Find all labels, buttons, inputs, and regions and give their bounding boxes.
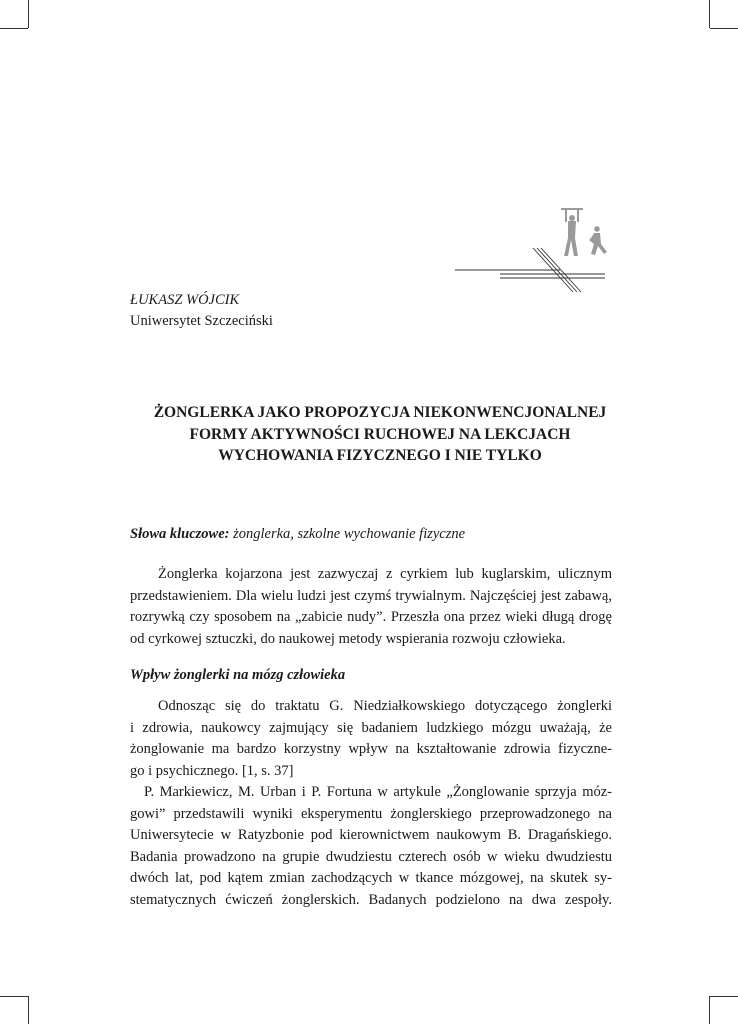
title-line: WYCHOWANIA FIZYCZNEGO I NIE TYLKO — [218, 447, 542, 464]
crop-mark — [709, 996, 710, 1024]
horizontal-rules — [455, 270, 605, 278]
text-line: P. Markiewicz, M. Urban i P. Fortuna w artykule „Żonglowanie sprzyja móz- — [144, 784, 612, 800]
text-line: stematycznych ćwiczeń żonglerskich. Badanych podzielono na dwa zespoły. — [130, 891, 612, 908]
paragraph-intro — [130, 564, 612, 650]
text-line: Odnosząc się do traktatu G. Niedziałkowskiego dotyczącego żonglerki — [158, 698, 612, 714]
text-line: Żonglerka kojarzona jest zazwyczaj z cyrkiem lub kuglarskim, ulicznym — [158, 566, 612, 582]
gymnast-figure-icon — [561, 208, 583, 256]
crop-mark — [28, 0, 29, 28]
crop-mark — [0, 28, 28, 29]
article-title — [100, 402, 660, 467]
text-line: Uniwersytecie w Ratyzbonie pod kierownictwem naukowym B. Dragańskiego. — [130, 827, 612, 843]
text-line: od cyrkowej sztuczki, do naukowej metody wspierania rozwoju człowieka. — [130, 630, 566, 647]
keywords-label: Słowa kluczowe: — [130, 526, 230, 542]
title-line: ŻONGLERKA JAKO PROPOZYCJA NIEKONWENCJONALNEJ — [153, 404, 607, 421]
crop-mark — [28, 996, 29, 1024]
runner-figure-icon — [589, 226, 607, 255]
text-line: go i psychicznego. [1, s. 37] — [130, 762, 294, 779]
text-line: przedstawieniem. Dla wielu ludzi jest czymś trywialnym. Najczęściej jest zabawą, — [130, 587, 612, 604]
crop-mark — [0, 996, 28, 997]
text-line: i zdrowia, naukowcy zajmujący się badaniem ludzkiego mózgu uważają, że — [130, 719, 612, 736]
section-heading: Wpływ żonglerki na mózg człowieka — [130, 667, 346, 683]
title-line: FORMY AKTYWNOŚCI RUCHOWEJ NA LEKCJACH — [189, 425, 571, 443]
author-name: ŁUKASZ WÓJCIK — [130, 292, 240, 308]
text-line: gowi” przedstawili wyniki eksperymentu żonglerskiego przeprowadzonego na — [130, 805, 612, 822]
crop-mark — [709, 0, 710, 28]
text-line: dwóch lat, pod kątem zmian zachodzących w tkance mózgowej, na skutek sy- — [130, 870, 612, 886]
crop-mark — [710, 28, 738, 29]
keywords-value: żonglerka, szkolne wychowanie fizyczne — [229, 526, 466, 542]
paragraph-3 — [130, 782, 612, 911]
author-block — [130, 290, 273, 332]
crop-mark — [710, 996, 738, 997]
text-line: rozrywką czy sposobem na „zabicie nudy”. Przeszła ona przez wieki długą drogę — [130, 609, 612, 625]
author-affiliation: Uniwersytet Szczeciński — [130, 313, 273, 329]
text-line: Badania prowadzono na grupie dwudziestu czterech osób w wieku dwudziestu — [130, 848, 612, 865]
paragraph-2 — [130, 696, 612, 782]
text-line: żonglowanie ma bardzo korzystny wpływ na kształtowanie zdrowia fizyczne- — [130, 741, 612, 757]
journal-logo — [455, 200, 615, 296]
keywords — [130, 524, 612, 546]
